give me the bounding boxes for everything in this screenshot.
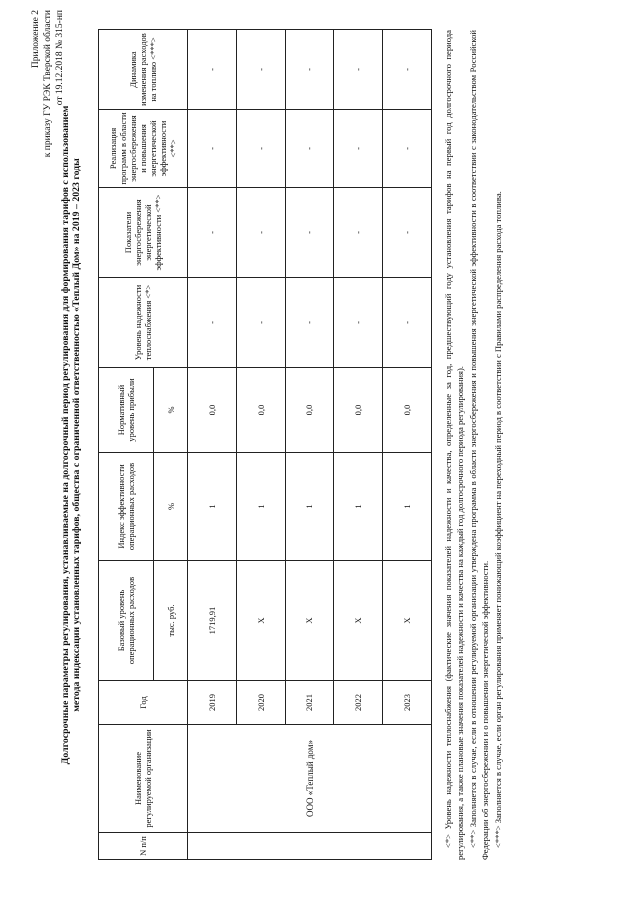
cell-fuel: - [383, 30, 432, 110]
header-row [99, 30, 154, 860]
title-line-2: метода индексации установленных тарифов, общества с ограниченной ответственностью «Теплый Дом» на 2019 – 2023 годы [71, 158, 82, 712]
cell-reliability: - [188, 278, 237, 368]
footnotes [442, 30, 505, 860]
cell-program: - [334, 110, 383, 188]
cell-program: - [188, 110, 237, 188]
cell-base: Х [285, 561, 334, 681]
parameters-table [98, 29, 432, 860]
footnote-2: <**> Заполняется в случае, если в отношении регулируемой организации утверждена программа в области энергосбережения и повышения энергетической эффективности в соответствии с законодательством Российской Федерации об энергосбережении и о повышении энергетической эффективности. [468, 30, 490, 860]
cell-fuel: - [236, 30, 285, 110]
cell-energy: - [285, 188, 334, 278]
cell-reliability: - [236, 278, 285, 368]
cell-reliability: - [334, 278, 383, 368]
cell-program: - [236, 110, 285, 188]
header-num: N п/п [99, 833, 188, 860]
table-row [188, 30, 237, 860]
cell-energy: - [188, 188, 237, 278]
cell-profit: 0,0 [188, 368, 237, 453]
cell-program: - [285, 110, 334, 188]
cell-base: Х [236, 561, 285, 681]
cell-profit: 0,0 [383, 368, 432, 453]
document-title [60, 65, 82, 805]
cell-fuel: - [285, 30, 334, 110]
cell-org-name: ООО «Теплый дом» [188, 725, 432, 833]
cell-index: 1 [285, 453, 334, 561]
cell-energy: - [383, 188, 432, 278]
title-line-1: Долгосрочные параметры регулирования, устанавливаемые на долгосрочный период регулирования для формирования тарифов с использованием [60, 105, 71, 765]
cell-year: 2023 [383, 681, 432, 725]
cell-reliability: - [383, 278, 432, 368]
header-index: Индекс эффективности операционных расходов [99, 453, 154, 561]
cell-base: 1719,91 [188, 561, 237, 681]
cell-year: 2022 [334, 681, 383, 725]
footnote-3: <***> Заполняется в случае, если орган регулирования применяет понижающий коэффициент на переходный период в соответствии с Правилами распределения расхода топлива. [493, 191, 503, 848]
cell-profit: 0,0 [236, 368, 285, 453]
cell-year: 2019 [188, 681, 237, 725]
cell-energy: - [236, 188, 285, 278]
cell-fuel: - [188, 30, 237, 110]
cell-num [188, 833, 432, 860]
cell-base: Х [383, 561, 432, 681]
cell-base: Х [334, 561, 383, 681]
cell-energy: - [334, 188, 383, 278]
unit-base: тыс. руб. [154, 561, 188, 681]
appendix-line-3: от 19.12.2018 № 315-нп [55, 10, 65, 106]
header-energy: Показатели энергосбережения энергетической эффективности <**> [99, 188, 188, 278]
cell-index: 1 [188, 453, 237, 561]
cell-profit: 0,0 [285, 368, 334, 453]
header-org: Наименование регулируемой организации [99, 725, 188, 833]
header-fuel: Динамика изменения расходов на топливо <***> [99, 30, 188, 110]
header-profit: Нормативный уровень прибыли [99, 368, 154, 453]
header-reliability: Уровень надежности теплоснабжения <*> [99, 278, 188, 368]
cell-profit: 0,0 [334, 368, 383, 453]
appendix-line-1: Приложение 2 [31, 10, 41, 69]
cell-index: 1 [236, 453, 285, 561]
header-base: Базовый уровень операционных расходов [99, 561, 154, 681]
appendix-line-2: к приказу ГУ РЭК Тверской области [43, 10, 53, 158]
cell-fuel: - [334, 30, 383, 110]
cell-program: - [383, 110, 432, 188]
cell-index: 1 [334, 453, 383, 561]
unit-profit: % [154, 368, 188, 453]
cell-index: 1 [383, 453, 432, 561]
header-year: Год [99, 681, 188, 725]
footnote-1: <*> Уровень надежности теплоснабжения (фактические значения показателей надежности и качества, определенные за год, предшествующий году установления тарифов на первый год долгосрочного периода регулирования, а также плановые значения показателей надежности и качества на каждый год долгосрочного периода регулирования). [443, 30, 465, 860]
cell-year: 2021 [285, 681, 334, 725]
unit-index: % [154, 453, 188, 561]
header-program: Реализация программ в области энергосбережения и повышения энергетической эффективности <**> [99, 110, 188, 188]
cell-year: 2020 [236, 681, 285, 725]
rotated-content [20, 0, 620, 900]
cell-reliability: - [285, 278, 334, 368]
